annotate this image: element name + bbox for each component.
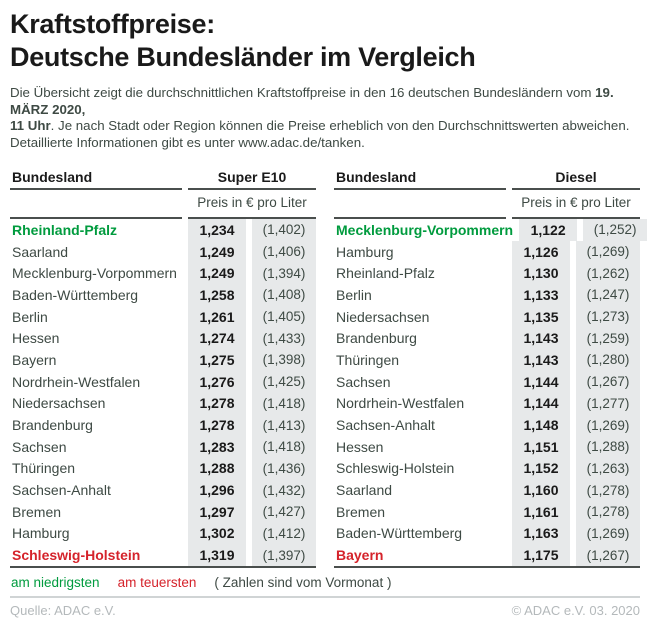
legend-highest-label: am teuersten [117,575,197,590]
price-cell: 1,144 [512,371,570,393]
prev-price-cell: (1,288) [576,436,640,458]
prev-price-cell: (1,432) [252,479,316,501]
copyright-label: © ADAC e.V. 03. 2020 [511,603,640,618]
table-row [10,262,316,284]
table-row [334,371,640,393]
prev-price-cell: (1,259) [576,327,640,349]
price-cell: 1,319 [188,544,246,566]
price-cell: 1,278 [188,414,246,436]
state-name-cell: Sachsen-Anhalt [12,482,111,499]
state-name-cell: Thüringen [12,460,76,477]
state-name-cell: Nordrhein-Westfalen [336,395,465,412]
table-body [10,219,316,566]
intro-segment: Die Übersicht zeigt die durchschnittlichen Kraftstoffpreise in den 16 deutschen Bundesländern vom [10,85,596,100]
price-cell: 1,130 [512,262,570,284]
table-row [10,349,316,371]
prev-price-cell: (1,267) [576,371,640,393]
state-name-cell: Sachsen [336,373,391,390]
intro-date-bold: 19. MÄRZ 2020, [10,85,614,117]
table-row [334,458,640,480]
price-cell: 1,163 [512,523,570,545]
prev-price-cell: (1,252) [583,219,647,241]
table-row [334,544,640,566]
intro-text [10,85,640,151]
table-row [334,241,640,263]
intro-link-line: Detaillierte Informationen gibt es unter www.adac.de/tanken. [10,134,365,150]
prev-price-cell: (1,277) [576,393,640,415]
prev-price-cell: (1,413) [252,414,316,436]
column-header-bundesland: Bundesland [336,169,417,185]
price-cell: 1,296 [188,479,246,501]
table-row [334,501,640,523]
prev-price-cell: (1,397) [252,544,316,566]
prev-price-cell: (1,278) [576,479,640,501]
table-row [334,436,640,458]
price-cell: 1,126 [512,241,570,263]
table-row [334,284,640,306]
legend-note: ( Zahlen sind vom Vormonat ) [214,575,392,590]
legend-lowest-label: am niedrigsten [11,575,100,590]
price-cell: 1,122 [519,219,577,241]
state-name-cell: Bremen [336,503,386,520]
column-header-super-e10: Super E10 [217,169,287,185]
price-cell: 1,274 [188,327,246,349]
table-row [10,544,316,566]
prev-price-cell: (1,263) [576,458,640,480]
prev-price-cell: (1,269) [576,414,640,436]
table-body [334,219,640,566]
price-cell: 1,175 [512,544,570,566]
state-name-cell: Berlin [12,308,48,325]
state-name-cell: Rheinland-Pfalz [12,221,118,238]
state-name-cell: Brandenburg [336,330,417,347]
table-bottom-divider [334,566,640,568]
table-row [10,523,316,545]
intro-segment: . Je nach Stadt oder Region können die Preise erheblich von den Durchschnittswerten abweichen. [50,118,630,133]
table-row [10,241,316,263]
table-row [10,458,316,480]
prev-price-cell: (1,280) [576,349,640,371]
price-cell: 1,160 [512,479,570,501]
prev-price-cell: (1,269) [576,523,640,545]
table-row [10,327,316,349]
table-row [10,219,316,241]
state-name-cell: Niedersachsen [12,395,106,412]
prev-price-cell: (1,408) [252,284,316,306]
table-row [334,393,640,415]
state-name-cell: Baden-Württemberg [12,286,139,303]
legend [10,575,640,590]
title-line2: Deutsche Bundesländer im Vergleich [10,42,476,72]
unit-label: Preis in € pro Liter [197,194,307,210]
source-label: Quelle: ADAC e.V. [10,603,116,618]
prev-price-cell: (1,273) [576,306,640,328]
table-row [334,479,640,501]
state-name-cell: Saarland [12,243,69,260]
unit-label: Preis in € pro Liter [521,194,631,210]
table-header-row [10,169,316,185]
prev-price-cell: (1,394) [252,262,316,284]
prev-price-cell: (1,406) [252,241,316,263]
table-row [10,479,316,501]
prev-price-cell: (1,402) [252,219,316,241]
table-row [334,306,640,328]
state-name-cell: Hessen [12,330,60,347]
table-row [334,262,640,284]
prev-price-cell: (1,412) [252,523,316,545]
intro-time-bold: 11 Uhr [10,118,51,133]
table-row [10,371,316,393]
price-cell: 1,283 [188,436,246,458]
table-row [334,523,640,545]
price-cell: 1,161 [512,501,570,523]
column-header-bundesland: Bundesland [12,169,93,185]
state-name-cell: Schleswig-Holstein [336,460,455,477]
state-name-cell: Rheinland-Pfalz [336,265,435,282]
price-cell: 1,261 [188,306,246,328]
prev-price-cell: (1,267) [576,544,640,566]
prev-price-cell: (1,405) [252,306,316,328]
tables-section [10,169,640,568]
price-cell: 1,143 [512,327,570,349]
state-name-cell: Nordrhein-Westfalen [12,373,141,390]
price-cell: 1,133 [512,284,570,306]
price-cell: 1,288 [188,458,246,480]
state-name-cell: Mecklenburg-Vorpommern [12,265,177,282]
price-cell: 1,234 [188,219,246,241]
table-row [334,327,640,349]
prev-price-cell: (1,247) [576,284,640,306]
table-row [10,306,316,328]
header-divider [10,188,316,190]
state-name-cell: Hamburg [336,243,394,260]
prev-price-cell: (1,398) [252,349,316,371]
price-cell: 1,152 [512,458,570,480]
state-name-cell: Mecklenburg-Vorpommern [336,221,514,238]
diesel-table [334,169,640,568]
state-name-cell: Bayern [336,547,384,564]
table-row [334,349,640,371]
table-header-row [334,169,640,185]
prev-price-cell: (1,427) [252,501,316,523]
unit-row [10,190,316,214]
price-cell: 1,302 [188,523,246,545]
prev-price-cell: (1,269) [576,241,640,263]
state-name-cell: Saarland [336,482,393,499]
footer [10,598,640,618]
column-header-diesel: Diesel [555,169,597,185]
price-cell: 1,144 [512,393,570,415]
prev-price-cell: (1,433) [252,327,316,349]
unit-row [334,190,640,214]
price-cell: 1,276 [188,371,246,393]
price-cell: 1,148 [512,414,570,436]
table-row [10,414,316,436]
price-cell: 1,275 [188,349,246,371]
price-cell: 1,297 [188,501,246,523]
price-cell: 1,143 [512,349,570,371]
state-name-cell: Baden-Württemberg [336,525,463,542]
table-row [10,393,316,415]
price-cell: 1,278 [188,393,246,415]
state-name-cell: Hamburg [12,525,70,542]
table-row [10,284,316,306]
state-name-cell: Bayern [12,351,57,368]
state-name-cell: Brandenburg [12,417,93,434]
table-row [10,501,316,523]
super-e10-table [10,169,316,568]
state-name-cell: Sachsen-Anhalt [336,417,435,434]
prev-price-cell: (1,418) [252,393,316,415]
header-divider [334,188,640,190]
table-row [334,414,640,436]
table-row [10,436,316,458]
state-name-cell: Hessen [336,438,384,455]
prev-price-cell: (1,262) [576,262,640,284]
prev-price-cell: (1,418) [252,436,316,458]
prev-price-cell: (1,278) [576,501,640,523]
table-bottom-divider [10,566,316,568]
state-name-cell: Thüringen [336,351,400,368]
prev-price-cell: (1,436) [252,458,316,480]
state-name-cell: Niedersachsen [336,308,430,325]
prev-price-cell: (1,425) [252,371,316,393]
price-cell: 1,249 [188,241,246,263]
state-name-cell: Sachsen [12,438,67,455]
price-cell: 1,151 [512,436,570,458]
price-cell: 1,249 [188,262,246,284]
state-name-cell: Schleswig-Holstein [12,547,141,564]
price-cell: 1,135 [512,306,570,328]
table-row [334,219,640,241]
title-line1: Kraftstoffpreise: [10,9,215,39]
page-title [10,0,640,74]
price-cell: 1,258 [188,284,246,306]
state-name-cell: Berlin [336,286,372,303]
state-name-cell: Bremen [12,503,62,520]
